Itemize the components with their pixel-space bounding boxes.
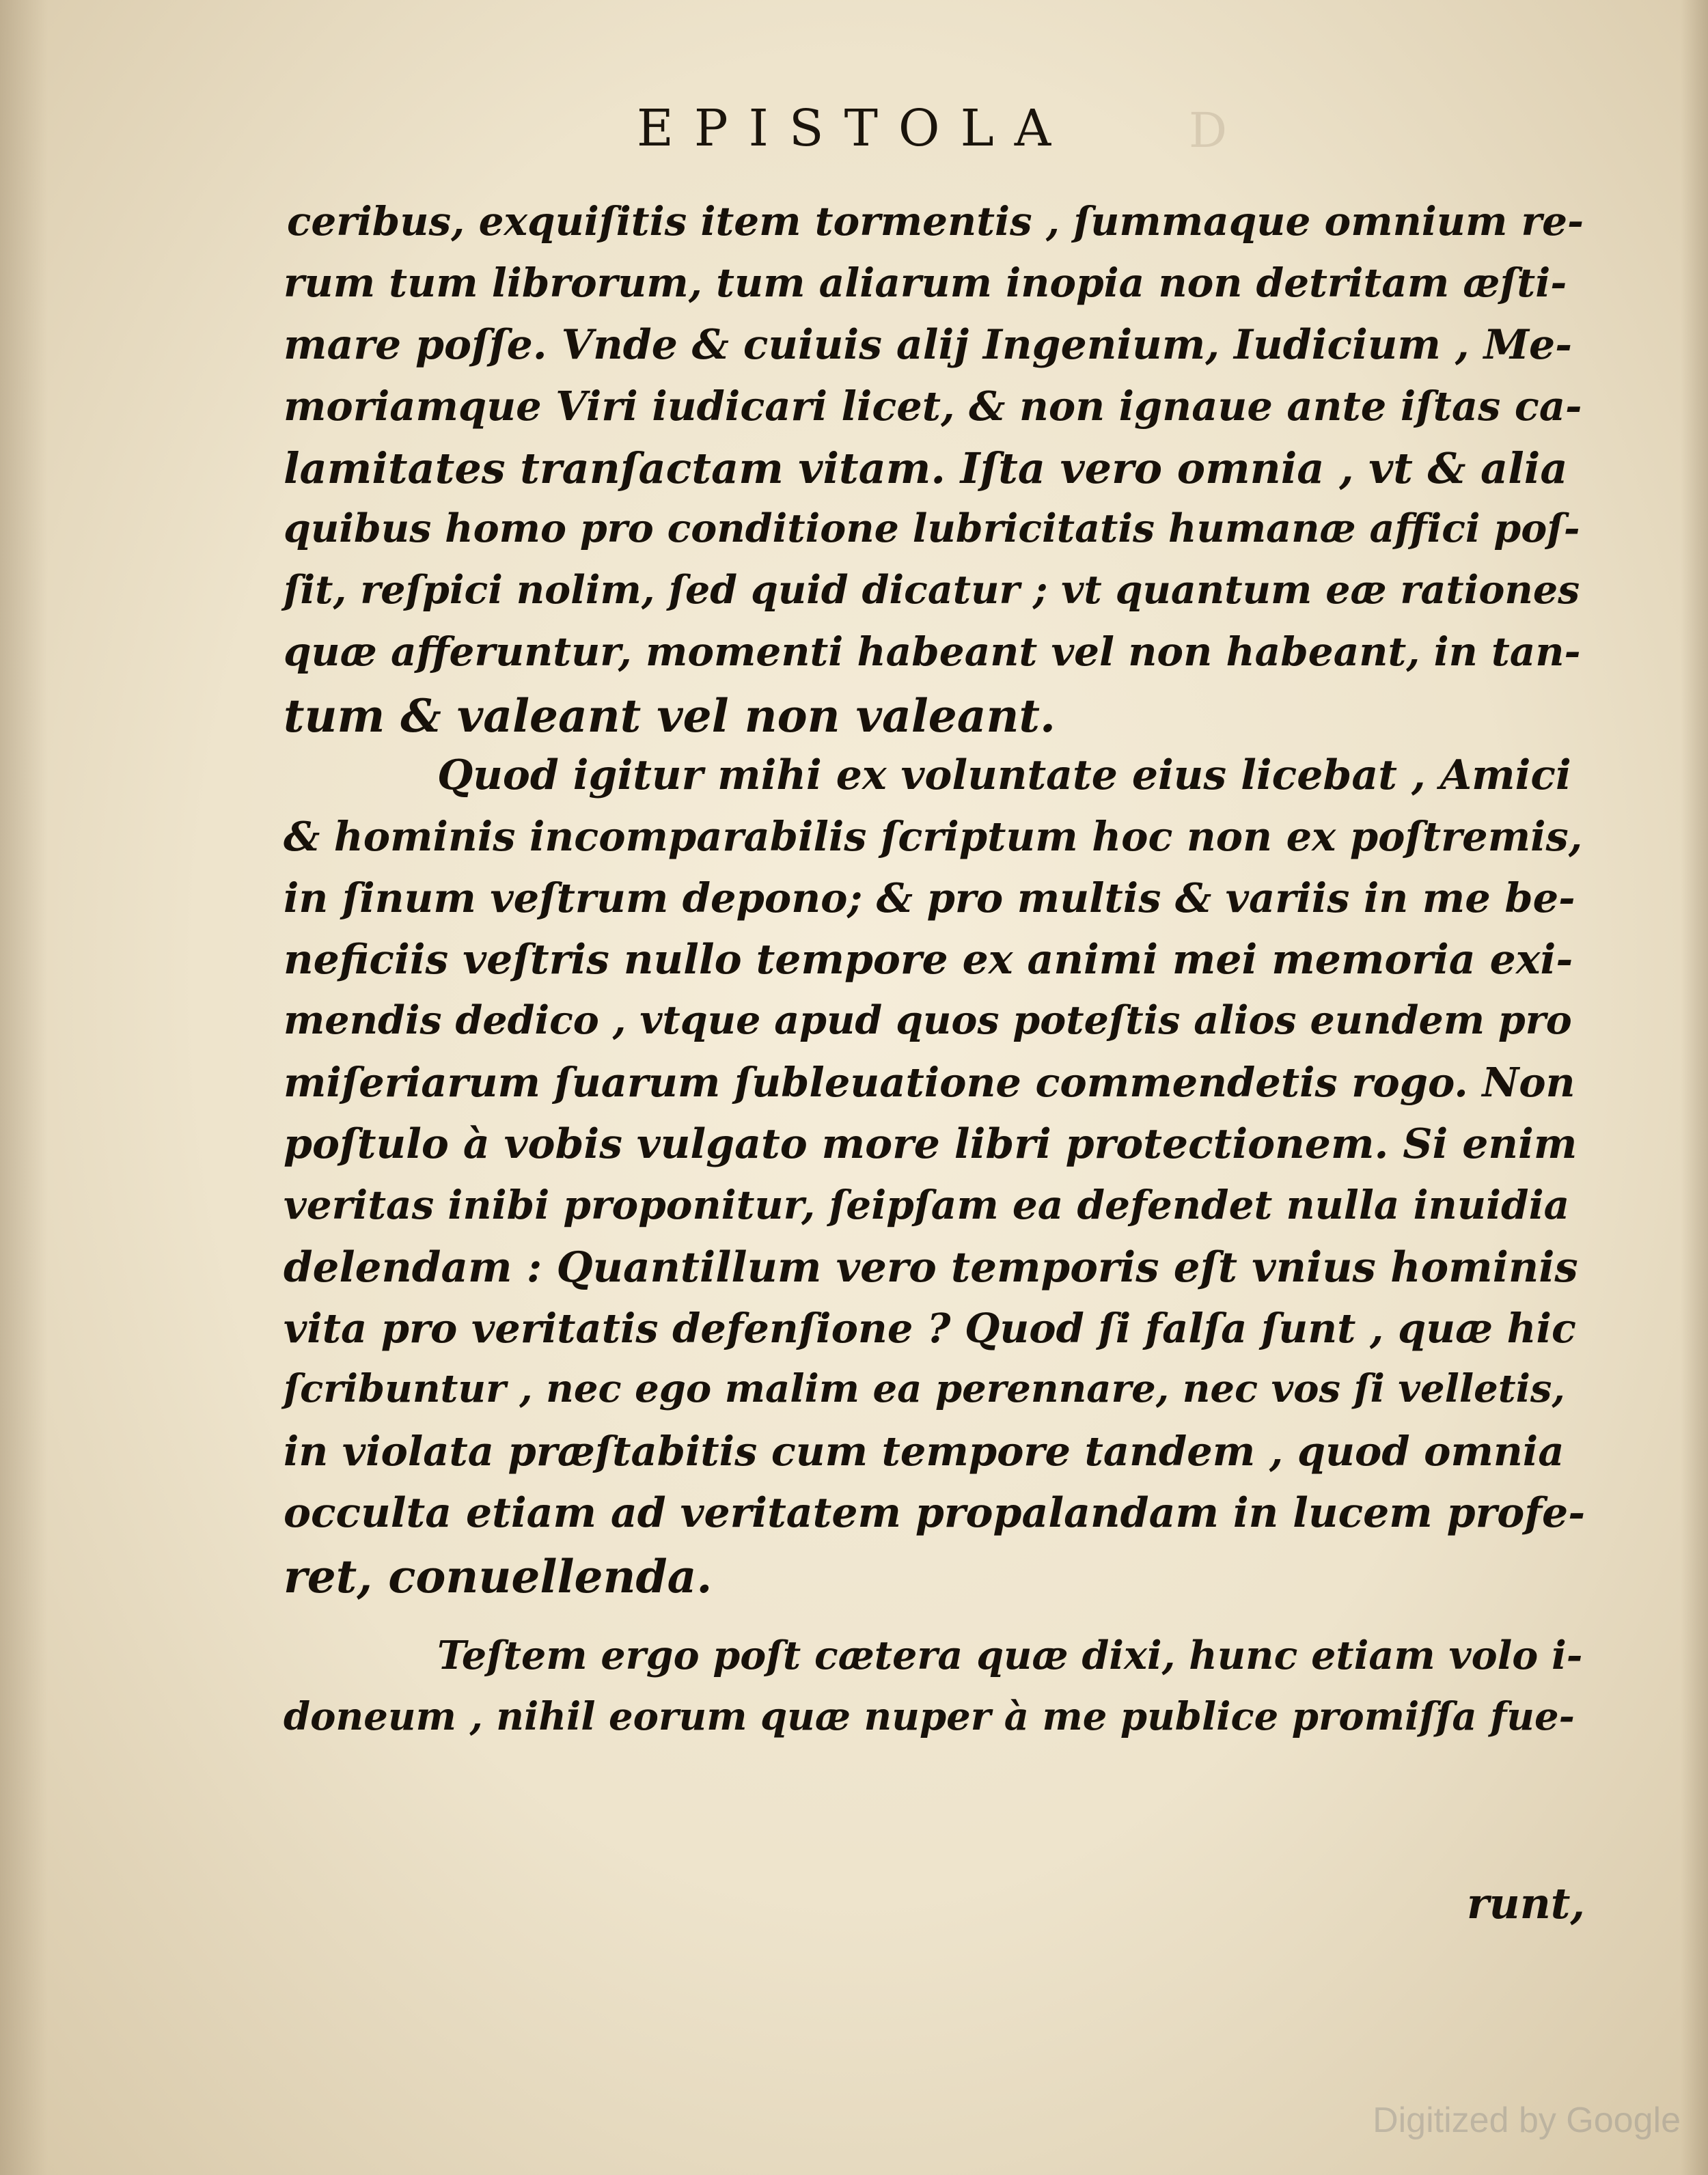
text-line: veritas inibi proponitur, ſeipſam ea defendet nulla inuidia	[284, 1182, 1570, 1228]
text-line: ſcribuntur , nec ego malim ea perennare, nec vos ſi velletis,	[284, 1366, 1565, 1411]
text-line: ret, conuellenda.	[284, 1550, 713, 1603]
text-line: Teſtem ergo poſt cætera quæ dixi, hunc etiam volo i-	[437, 1633, 1583, 1678]
text-line: mare poſſe. Vnde & cuiuis alij Ingenium, Iudicium , Me-	[284, 321, 1573, 369]
text-line: lamitates tranſactam vitam. Iſta vero omnia , vt & alia	[284, 443, 1568, 493]
text-line: ceribus, exquiſitis item tormentis , ſummaque omnium re-	[287, 198, 1584, 245]
text-line: tum & valeant vel non valeant.	[284, 689, 1056, 743]
text-line: in ſinum veſtrum depono; & pro multis & variis in me be-	[284, 874, 1575, 922]
catchword: runt,	[1466, 1879, 1585, 1928]
text-line: poſtulo à vobis vulgato more libri protectionem. Si enim	[284, 1120, 1578, 1168]
text-line: miſeriarum ſuarum ſubleuatione commendetis rogo. Non	[284, 1059, 1575, 1106]
page-header: EPISTOLA	[636, 99, 1072, 158]
text-line: ſit, reſpici nolim, ſed quid dicatur ; vt quantum eæ rationes	[284, 567, 1580, 613]
text-line: in violata præſtabitis cum tempore tandem , quod omnia	[284, 1428, 1565, 1475]
text-line: occulta etiam ad veritatem propalandam in lucem profe-	[284, 1489, 1586, 1537]
text-line: vita pro veritatis defenſione ? Quod ſi falſa ſunt , quæ hic	[284, 1305, 1576, 1352]
text-line: delendam : Quantillum vero temporis eſt vnius hominis	[284, 1243, 1578, 1292]
text-line: quibus homo pro conditione lubricitatis humanæ affici poſ-	[284, 505, 1580, 551]
digitization-watermark: Digitized by Google	[1373, 2101, 1681, 2140]
text-line: & hominis incomparabilis ſcriptum hoc non ex poſtremis,	[284, 813, 1583, 860]
text-line: rum tum librorum, tum aliarum inopia non detritam æſti-	[284, 260, 1567, 306]
text-line: neficiis veſtris nullo tempore ex animi mei memoria exi-	[284, 936, 1573, 984]
text-line: doneum , nihil eorum quæ nuper à me publice promiſſa fue-	[284, 1694, 1575, 1739]
text-line: Quod igitur mihi ex voluntate eius licebat , Amici	[437, 751, 1571, 799]
bleed-through-mark: D	[1189, 102, 1228, 158]
text-line: moriamque Viri iudicari licet, & non ignaue ante iſtas ca-	[284, 383, 1582, 430]
text-line: quæ afferuntur, momenti habeant vel non habeant, in tan-	[284, 628, 1581, 675]
text-line: mendis dedico , vtque apud quos poteſtis alios eundem pro	[284, 997, 1572, 1043]
